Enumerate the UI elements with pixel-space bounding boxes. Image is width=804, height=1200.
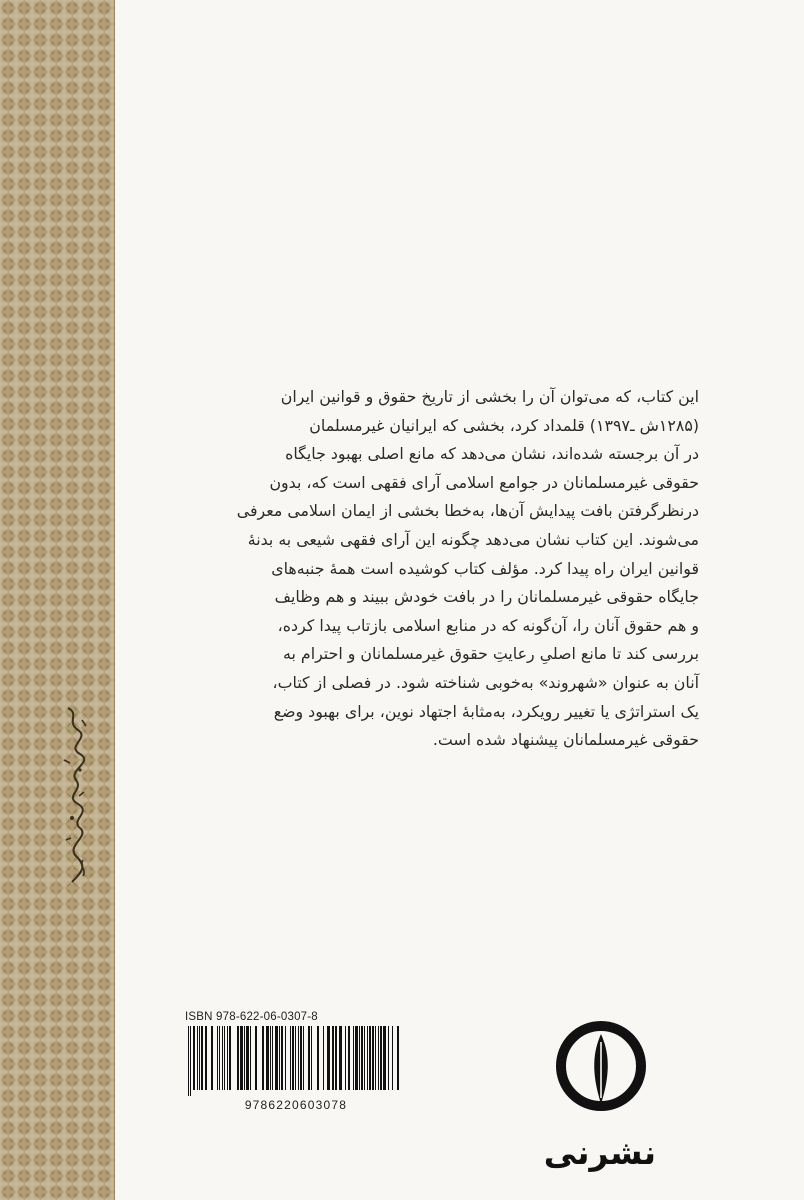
- blurb-line: و هم حقوق آنان را، آن‌گونه که در منابع اسلامی بازتاب پیدا کرده،: [277, 615, 699, 635]
- blurb-line: در آن برجسته شده‌اند، نشان می‌دهد که مانع اصلی بهبود جایگاه: [285, 444, 699, 464]
- reed-in-circle-icon: [551, 1012, 651, 1120]
- blurb-line: قوانین ایران راه پیدا کرد. مؤلف کتاب کوشیده است همهٔ جنبه‌های: [271, 558, 699, 578]
- blurb-text: [181, 383, 699, 755]
- blurb-line: جایگاه حقوقی غیرمسلمانان را در بافت خودش ببیند و هم وظایف: [274, 587, 699, 607]
- blurb-line: آنان به عنوان «شهروند» به‌خوبی شناخته شود. در فصلی از کتاب،: [272, 672, 699, 692]
- publisher-name: نشرنی: [543, 1133, 656, 1172]
- barcode-icon: [185, 1026, 407, 1096]
- isbn-barcode-block: [185, 1010, 407, 1112]
- blurb-line: یک استراتژی یا تغییر رویکرد، به‌مثابهٔ اجتهاد نوین، برای بهبود وضع: [273, 701, 699, 721]
- decorative-pattern-strip: [0, 0, 115, 1200]
- blurb-line: حقوقی غیرمسلمانان در جوامع اسلامی آرای فقهی است که، بدون: [269, 472, 699, 492]
- blurb-line: بررسی کند تا مانع اصلیِ رعایتِ حقوق غیرمسلمانان و احترام به: [283, 644, 699, 664]
- blurb-line: (۱۲۸۵ش ـ۱۳۹۷) قلمداد کرد، بخشی که ایرانیان غیرمسلمان: [309, 415, 699, 435]
- blurb-line: حقوقی غیرمسلمانان پیشنهاد شده است.: [432, 730, 699, 750]
- blurb-line: درنظرگرفتن بافت پیدایش آن‌ها، به‌خطا بخشی از ایمان اسلامی معرفی: [236, 501, 699, 521]
- isbn-label: ISBN 978-622-06-0307-8: [185, 1011, 318, 1023]
- blurb-line: این کتاب، که می‌توان آن را بخشی از تاریخ حقوق و قوانین ایران: [280, 387, 699, 406]
- calligraphy-signature-icon: [58, 700, 94, 890]
- isbn-digits: 9786220603078: [244, 1098, 348, 1112]
- publisher-mark: [543, 1012, 656, 1172]
- blurb-line: می‌شوند. این کتاب نشان می‌دهد چگونه این آرای فقهی شیعی به بدنهٔ: [247, 529, 699, 549]
